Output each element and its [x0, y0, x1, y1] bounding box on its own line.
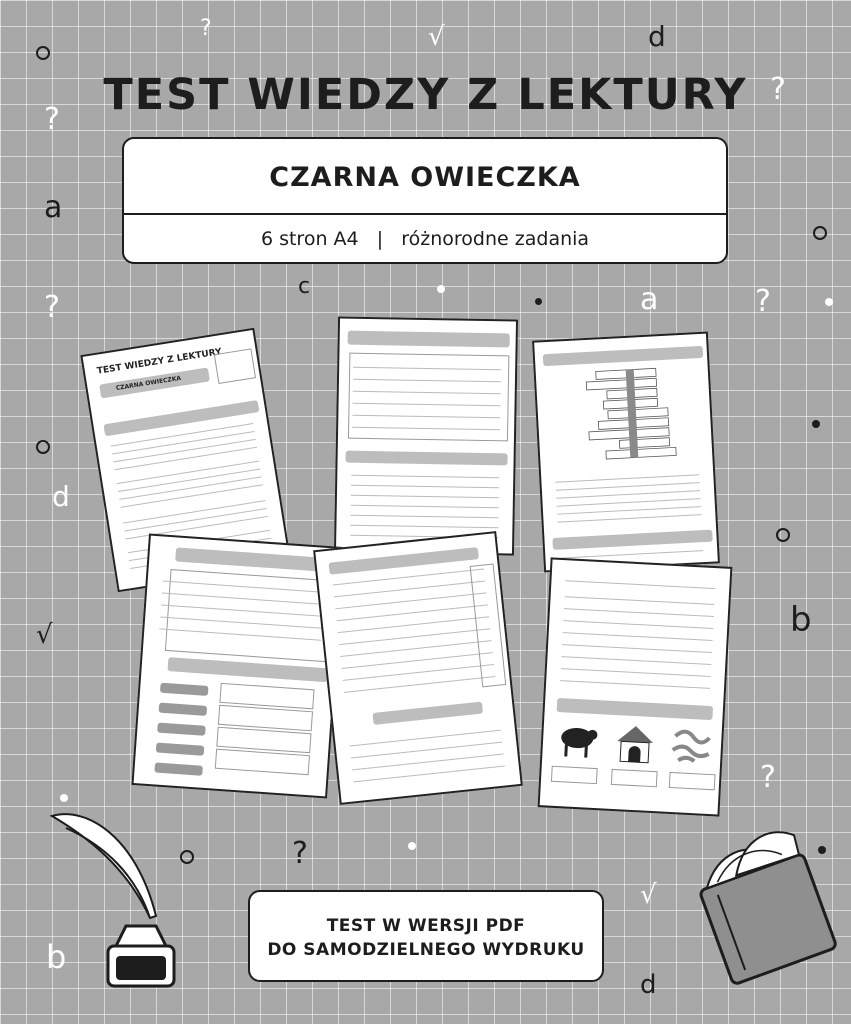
doodle-letter-d: d: [52, 480, 70, 513]
doodle-question: ?: [44, 102, 60, 137]
crossword-grid: [566, 365, 691, 467]
doodle-check: √: [428, 22, 445, 52]
doodle-question: ?: [200, 16, 212, 41]
doodle-dot: [408, 842, 416, 850]
doodle-dot: [437, 285, 445, 293]
page-title: TEST WIEDZY Z LEKTURY: [103, 70, 748, 120]
product-subtitle: 6 stron A4 | różnorodne zadania: [260, 228, 590, 250]
pdf-info-line-2: DO SAMODZIELNEGO WYDRUKU: [267, 940, 585, 960]
doodle-letter-b: b: [46, 938, 67, 976]
doodle-letter-a: a: [640, 282, 659, 317]
doodle-dot: [776, 528, 790, 542]
doodle-dot: [812, 420, 820, 428]
quill-ink-icon: [46, 806, 186, 996]
preview-page-title: TEST WIEDZY Z LEKTURY: [96, 347, 223, 377]
doodle-question: ?: [44, 290, 60, 325]
title-card: [122, 137, 728, 264]
doodle-dot: [36, 440, 50, 454]
doodle-question: ?: [755, 284, 771, 319]
doodle-question: ?: [760, 760, 776, 795]
open-book-icon: [688, 820, 838, 990]
doodle-question: ?: [770, 72, 786, 107]
doodle-question: ?: [292, 836, 308, 871]
doodle-letter-b: b: [790, 600, 812, 640]
worms-icon: [668, 726, 714, 768]
preview-task-header: [167, 657, 328, 682]
doodle-dot: [535, 298, 542, 305]
preview-score-box: [214, 348, 256, 384]
preview-book-title: CZARNA OWIECZKA: [115, 374, 182, 393]
preview-page-5: [313, 531, 523, 805]
pdf-info-line-1: TEST W WERSJI PDF: [326, 916, 526, 936]
preview-page-6: [538, 557, 733, 816]
preview-task-header: [543, 346, 703, 366]
preview-task-header: [103, 400, 259, 436]
doodle-dot: [813, 226, 827, 240]
pdf-info-card: [248, 890, 604, 982]
doodle-check: √: [36, 620, 53, 650]
preview-page-3: [532, 332, 720, 573]
preview-task-header: [557, 698, 714, 720]
doodle-dot: [60, 794, 68, 802]
preview-task-header: [372, 702, 483, 725]
doodle-check: √: [640, 880, 657, 910]
sheep-icon: [554, 722, 600, 760]
doodle-letter-c: c: [298, 274, 311, 299]
doghouse-icon: [614, 723, 656, 765]
preview-task-header: [348, 331, 510, 348]
preview-page-4: [131, 533, 344, 798]
preview-task-header: [175, 547, 336, 572]
book-title: CZARNA OWIECZKA: [269, 162, 581, 193]
preview-task-header: [552, 530, 712, 550]
preview-page-2: [334, 316, 518, 555]
doodle-dot: [825, 298, 833, 306]
doodle-letter-a: a: [44, 190, 63, 225]
doodle-dot: [36, 46, 50, 60]
doodle-letter-d: d: [640, 970, 657, 1000]
preview-task-header: [346, 451, 508, 466]
doodle-letter-d: d: [648, 20, 666, 53]
